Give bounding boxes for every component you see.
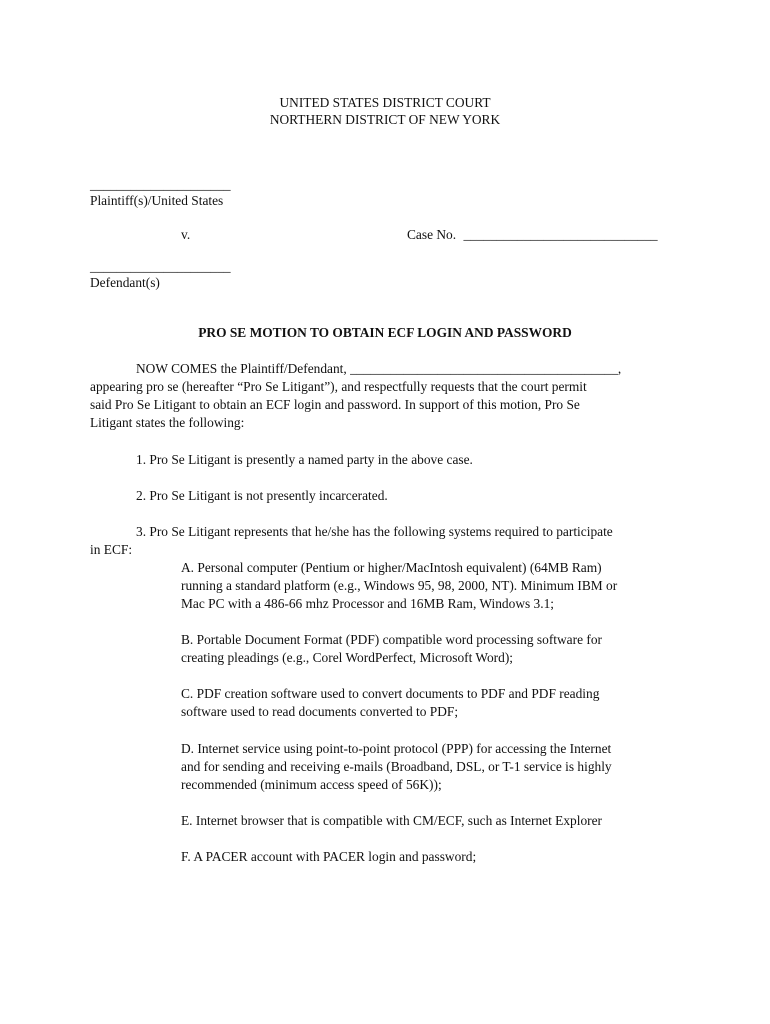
numbered-item-3-line-2: in ECF:	[90, 542, 133, 557]
case-number-blank: _____________________________	[463, 227, 658, 242]
defendant-blank-line: _____________________	[90, 259, 231, 274]
numbered-item-1: 1. Pro Se Litigant is presently a named party in the above case.	[136, 452, 473, 467]
plaintiff-label: Plaintiff(s)/United States	[90, 193, 224, 208]
intro-line-2: appearing pro se (hereafter “Pro Se Litigant”), and respectfully requests that the court permit	[90, 379, 587, 394]
requirement-b-line-2: creating pleadings (e.g., Corel WordPerfect, Microsoft Word);	[181, 650, 514, 665]
requirement-a-line-3: Mac PC with a 486-66 mhz Processor and 16MB Ram, Windows 3.1;	[181, 596, 555, 611]
court-name: UNITED STATES DISTRICT COURT	[279, 95, 491, 110]
numbered-item-3-line-1: 3. Pro Se Litigant represents that he/she has the following systems required to participate	[136, 524, 613, 539]
intro-line-1: NOW COMES the Plaintiff/Defendant, ________________________________________,	[136, 361, 622, 376]
defendant-label: Defendant(s)	[90, 275, 160, 290]
case-number-label: Case No.	[407, 227, 457, 242]
intro-line-4: Litigant states the following:	[90, 415, 245, 430]
requirement-c-line-1: C. PDF creation software used to convert documents to PDF and PDF reading	[181, 686, 600, 701]
requirement-f: F. A PACER account with PACER login and password;	[181, 849, 477, 864]
requirement-e: E. Internet browser that is compatible with CM/ECF, such as Internet Explorer	[181, 813, 603, 828]
versus-label: v.	[181, 227, 191, 242]
case-number-field	[407, 226, 658, 244]
requirement-d-line-2: and for sending and receiving e-mails (Broadband, DSL, or T-1 service is highly	[181, 759, 612, 774]
requirement-c-line-2: software used to read documents converted to PDF;	[181, 704, 459, 719]
requirement-b-line-1: B. Portable Document Format (PDF) compatible word processing software for	[181, 632, 602, 647]
motion-title: PRO SE MOTION TO OBTAIN ECF LOGIN AND PASSWORD	[198, 325, 572, 340]
requirement-d-line-1: D. Internet service using point-to-point protocol (PPP) for accessing the Internet	[181, 741, 612, 756]
intro-line-3: said Pro Se Litigant to obtain an ECF login and password. In support of this motion, Pro Se	[90, 397, 580, 412]
requirement-a-line-1: A. Personal computer (Pentium or higher/MacIntosh equivalent) (64MB Ram)	[181, 560, 602, 575]
numbered-item-2: 2. Pro Se Litigant is not presently incarcerated.	[136, 488, 388, 503]
requirement-a-line-2: running a standard platform (e.g., Windows 95, 98, 2000, NT). Minimum IBM or	[181, 578, 618, 593]
court-district: NORTHERN DISTRICT OF NEW YORK	[269, 112, 501, 127]
requirement-d-line-3: recommended (minimum access speed of 56K));	[181, 777, 442, 792]
plaintiff-blank-line: _____________________	[90, 177, 231, 192]
